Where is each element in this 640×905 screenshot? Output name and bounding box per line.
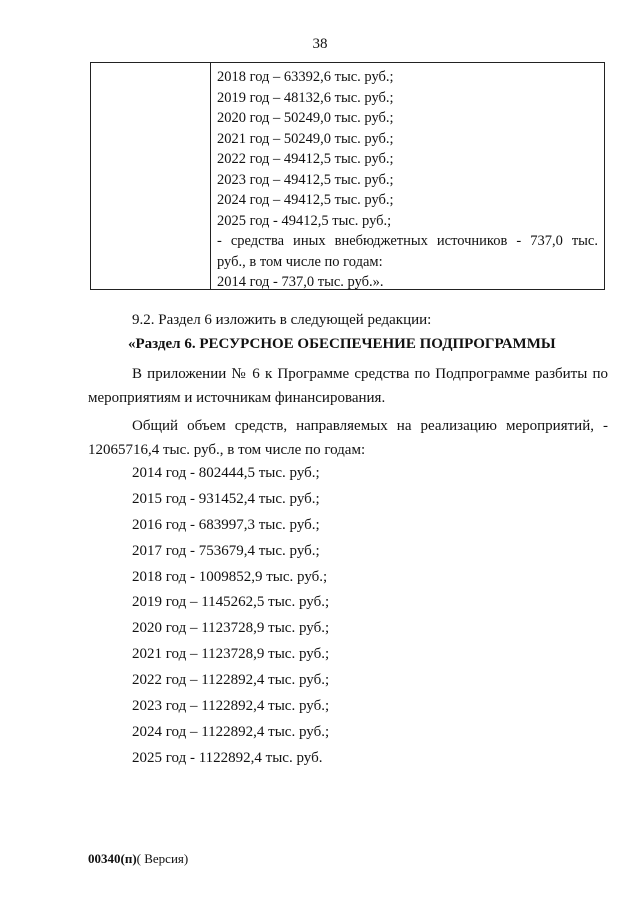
year-line: 2018 год - 1009852,9 тыс. руб.; bbox=[132, 568, 328, 585]
funding-years-list bbox=[132, 463, 329, 774]
year-line: 2024 год – 1122892,4 тыс. руб.; bbox=[132, 723, 330, 740]
table-line: 2023 год – 49412,5 тыс. руб.; bbox=[217, 171, 394, 188]
section-instruction: 9.2. Раздел 6 изложить в следующей редакции: bbox=[132, 312, 432, 328]
annex-paragraph: В приложении № 6 к Программе средства по Подпрограмме разбиты по мероприятиям и источникам финансирования. bbox=[88, 366, 608, 406]
table-line: 2019 год – 48132,6 тыс. руб.; bbox=[217, 89, 394, 106]
year-line: 2025 год - 1122892,4 тыс. руб. bbox=[132, 749, 323, 766]
table-line: 2018 год – 63392,6 тыс. руб.; bbox=[217, 69, 394, 85]
table-line: 2025 год - 49412,5 тыс. руб.; bbox=[217, 212, 392, 229]
year-line: 2015 год - 931452,4 тыс. руб.; bbox=[132, 490, 320, 507]
year-line: 2021 год – 1123728,9 тыс. руб.; bbox=[132, 646, 330, 663]
document-code: 00340(п) bbox=[88, 851, 137, 866]
total-paragraph: Общий объем средств, направляемых на реализацию мероприятий, - 12065716,4 тыс. руб., в том числе по годам: bbox=[88, 418, 608, 458]
table-left-cell bbox=[91, 63, 211, 289]
year-line: 2019 год – 1145262,5 тыс. руб.; bbox=[132, 594, 330, 611]
table-line: руб., в том числе по годам: bbox=[217, 253, 383, 270]
year-line: 2022 год – 1122892,4 тыс. руб.; bbox=[132, 672, 330, 689]
budget-table bbox=[90, 62, 605, 290]
table-line: 2014 год - 737,0 тыс. руб.». bbox=[217, 274, 384, 290]
year-line: 2014 год - 802444,5 тыс. руб.; bbox=[132, 465, 320, 481]
year-line: 2017 год - 753679,4 тыс. руб.; bbox=[132, 542, 320, 559]
year-line: 2020 год – 1123728,9 тыс. руб.; bbox=[132, 620, 330, 637]
document-footer bbox=[88, 851, 188, 867]
year-line: 2016 год - 683997,3 тыс. руб.; bbox=[132, 516, 320, 533]
section-heading: «Раздел 6. РЕСУРСНОЕ ОБЕСПЕЧЕНИЕ ПОДПРОГРАММЫ bbox=[128, 336, 556, 352]
table-line: 2020 год – 50249,0 тыс. руб.; bbox=[217, 110, 394, 126]
table-right-cell bbox=[211, 63, 604, 289]
page-number: 38 bbox=[312, 36, 328, 52]
table-line: - средства иных внебюджетных источников - 737,0 тыс. bbox=[217, 233, 598, 249]
year-line: 2023 год – 1122892,4 тыс. руб.; bbox=[132, 698, 330, 715]
table-line: 2021 год – 50249,0 тыс. руб.; bbox=[217, 130, 394, 147]
table-line: 2022 год – 49412,5 тыс. руб.; bbox=[217, 151, 394, 167]
document-version: ( Версия) bbox=[136, 851, 189, 866]
table-line: 2024 год – 49412,5 тыс. руб.; bbox=[217, 192, 394, 208]
